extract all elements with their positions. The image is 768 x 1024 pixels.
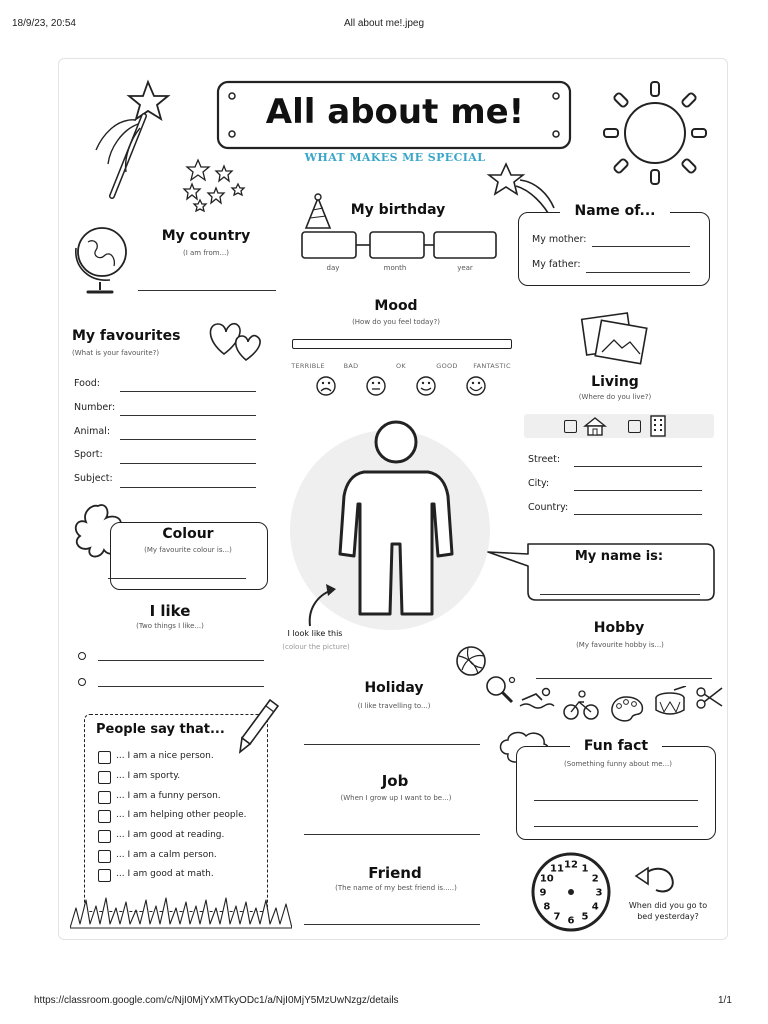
fav-animal-label: Animal:: [74, 426, 111, 437]
mood-label-good: GOOD: [436, 362, 458, 370]
street-line[interactable]: [574, 466, 702, 467]
name-of-box: [518, 212, 710, 286]
living-choice-bar: [524, 414, 714, 438]
pencil-icon: [236, 696, 282, 756]
birthday-month-label: month: [383, 264, 407, 272]
apartment-building-icon: [648, 414, 668, 438]
fav-food-label: Food:: [74, 378, 100, 389]
name-of-heading: Name of...: [560, 203, 670, 219]
grass-decoration: [70, 894, 292, 930]
painter-palette-icon: [606, 694, 646, 724]
figure-caption: I look like this: [287, 629, 343, 638]
photos-icon: [576, 306, 656, 366]
house-icon: [582, 415, 608, 437]
people-item-4: ... I am helping other people.: [116, 810, 247, 820]
fav-number-label: Number:: [74, 402, 116, 413]
i-like-subtext: (Two things I like...): [136, 622, 204, 630]
fun-fact-line-2[interactable]: [534, 826, 698, 827]
hobby-line[interactable]: [536, 678, 712, 679]
country-subtext: (I am from...): [182, 249, 230, 257]
sun-icon: [600, 78, 710, 188]
scissors-icon: [694, 682, 726, 712]
clock-number: 9: [539, 887, 547, 899]
holiday-line[interactable]: [304, 744, 480, 745]
like-bullet-1: [78, 652, 86, 660]
birthday-day-label: day: [326, 264, 340, 272]
stars-icon: [178, 156, 248, 214]
clock-number: 12: [564, 859, 578, 871]
mood-label-fantastic: FANTASTIC: [473, 362, 511, 370]
street-label: Street:: [528, 454, 561, 465]
clock-number: 11: [550, 863, 564, 875]
name-is-heading: My name is:: [574, 549, 664, 564]
like-line-2[interactable]: [98, 686, 264, 687]
favourites-subtext: (What is your favourite?): [72, 349, 160, 357]
father-line[interactable]: [586, 272, 690, 273]
mood-heading: Mood: [374, 298, 418, 314]
friend-line[interactable]: [304, 924, 480, 925]
clock-number: 3: [595, 887, 603, 899]
fav-food-line[interactable]: [120, 391, 256, 392]
mood-label-bad: BAD: [343, 362, 359, 370]
volleyball-icon: [454, 644, 488, 678]
fun-fact-heading: Fun fact: [570, 738, 662, 754]
name-line[interactable]: [540, 594, 700, 595]
people-checkbox-2[interactable]: [98, 771, 111, 784]
party-hat-icon: [298, 192, 338, 232]
living-country-label: Country:: [528, 502, 569, 513]
house-checkbox[interactable]: [564, 420, 577, 433]
print-file-title: All about me!.jpeg: [343, 18, 425, 29]
mood-label-ok: OK: [396, 362, 406, 370]
people-item-7: ... I am good at math.: [116, 869, 214, 879]
mother-line[interactable]: [592, 246, 690, 247]
holiday-subtext: (I like travelling to...): [357, 702, 431, 710]
clock-number: 1: [581, 863, 589, 875]
fun-fact-line-1[interactable]: [534, 800, 698, 801]
people-checkbox-5[interactable]: [98, 830, 111, 843]
job-line[interactable]: [304, 834, 480, 835]
fav-number-line[interactable]: [120, 415, 256, 416]
clock-number: 7: [553, 911, 561, 923]
people-say-heading: People say that...: [96, 722, 225, 737]
people-item-1: ... I am a nice person.: [116, 751, 214, 761]
i-like-heading: I like: [149, 602, 191, 620]
magic-wand-icon: [86, 78, 186, 200]
birthday-year-label: year: [457, 264, 473, 272]
hobby-heading: Hobby: [593, 620, 645, 636]
fav-subject-label: Subject:: [74, 473, 113, 484]
people-checkbox-4[interactable]: [98, 810, 111, 823]
clock-face[interactable]: [526, 850, 616, 934]
print-datetime: 18/9/23, 20:54: [12, 18, 76, 29]
globe-icon: [70, 220, 132, 296]
clock-number: 10: [539, 873, 554, 885]
people-checkbox-6[interactable]: [98, 850, 111, 863]
bedtime-question-line-1: When did you go to: [628, 901, 708, 910]
people-item-3: ... I am a funny person.: [116, 791, 221, 801]
worksheet-subtitle: WHAT MAKES ME SPECIAL: [304, 151, 486, 164]
worksheet-title: All about me!: [265, 92, 525, 132]
living-heading: Living: [591, 374, 639, 390]
print-page-counter: 1/1: [718, 995, 732, 1006]
colour-line[interactable]: [108, 578, 246, 579]
job-subtext: (When I grow up I want to be...): [340, 794, 452, 802]
people-checkbox-1[interactable]: [98, 751, 111, 764]
fav-sport-label: Sport:: [74, 449, 103, 460]
fav-animal-line[interactable]: [120, 439, 256, 440]
mother-label: My mother:: [532, 234, 587, 245]
mood-scale-bar[interactable]: [292, 339, 512, 349]
city-label: City:: [528, 478, 550, 489]
fun-fact-subtext: (Something funny about me...): [564, 760, 672, 768]
holiday-heading: Holiday: [364, 680, 424, 696]
mood-label-terrible: TERRIBLE: [291, 362, 325, 370]
hearts-icon: [204, 314, 270, 362]
father-label: My father:: [532, 259, 581, 270]
person-outline-figure[interactable]: [336, 414, 456, 620]
living-subtext: (Where do you live?): [578, 393, 652, 401]
like-line-1[interactable]: [98, 660, 264, 661]
birthday-date-boxes: [300, 230, 500, 262]
people-item-6: ... I am a calm person.: [116, 850, 217, 860]
fav-sport-line[interactable]: [120, 463, 256, 464]
birthday-heading: My birthday: [350, 202, 446, 218]
ping-pong-icon: [484, 674, 518, 704]
bedtime-question-line-2: bed yesterday?: [637, 912, 699, 921]
hobby-subtext: (My favourite hobby is...): [576, 641, 664, 649]
clock-number: 6: [567, 915, 575, 927]
people-checkbox-7[interactable]: [98, 869, 111, 882]
job-heading: Job: [381, 772, 409, 790]
clock-number: 5: [581, 911, 589, 923]
curved-arrow-icon: [304, 582, 340, 630]
mood-faces: [312, 374, 492, 400]
figure-subtext: (colour the picture): [282, 643, 350, 651]
friend-subtext: (The name of my best friend is.....): [335, 884, 457, 892]
clock-number: 4: [591, 901, 599, 913]
like-bullet-2: [78, 678, 86, 686]
undo-arrow-icon: [632, 858, 680, 898]
people-item-5: ... I am good at reading.: [116, 830, 225, 840]
clock-number: 8: [543, 901, 551, 913]
mood-subtext: (How do you feel today?): [352, 318, 440, 326]
colour-subtext: (My favourite colour is...): [144, 546, 232, 554]
favourites-heading: My favourites: [72, 328, 181, 344]
people-checkbox-3[interactable]: [98, 791, 111, 804]
drum-icon: [652, 686, 690, 718]
living-country-line[interactable]: [574, 514, 702, 515]
colour-heading: Colour: [162, 526, 214, 542]
friend-heading: Friend: [368, 864, 422, 882]
apartment-checkbox[interactable]: [628, 420, 641, 433]
swimming-icon: [518, 686, 556, 712]
print-url[interactable]: https://classroom.google.com/c/NjI0MjYxMTkyODc1/a/NjI0MjY5MzUwNzgz/details: [34, 995, 399, 1006]
fav-subject-line[interactable]: [120, 487, 256, 488]
cycling-icon: [562, 690, 600, 722]
country-heading: My country: [161, 228, 251, 244]
city-line[interactable]: [574, 490, 702, 491]
country-line[interactable]: [138, 290, 276, 291]
people-item-2: ... I am sporty.: [116, 771, 181, 781]
clock-number: 2: [591, 873, 599, 885]
